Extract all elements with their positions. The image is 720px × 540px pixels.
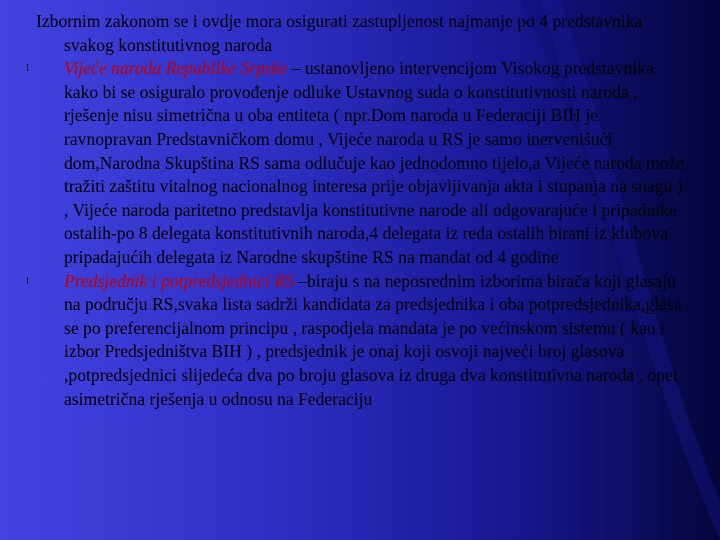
intro-paragraph (36, 10, 686, 57)
item-highlight: Predsjednik i potpredsjednici RS (64, 270, 294, 291)
item-highlight: Vijeće naroda Republike Srpske (64, 58, 288, 79)
bullet-item-predsjednik (26, 270, 686, 412)
item-text: –biraju s na neposrednim izborima birača koji glasaju na području RS,svaka lista sadrži kandidata za predsjednika i oba potpredsjednika,glasa se po preferencijalnom principu , raspodjela mandata je po većinskom sistemu ( kao i izbor Predsjedništva BIH ) , predsjednik je onaj koji osvoji najveći broj glasova ,potpredsjednici slijedeća dva po broju glasova iz druga dva konstitutivna naroda , opet asimetrična rješenja u odnosu na Federaciju (64, 270, 682, 409)
slide-body (26, 10, 686, 411)
intro-text: Izbornim zakonom se i ovdje mora osigurati zastupljenost najmanje po 4 predstavnika svakog konstitutivnog naroda (36, 11, 643, 55)
bullet-icon: l (26, 274, 30, 287)
bullet-item-vijece-naroda (26, 57, 686, 269)
bullet-icon: l (26, 62, 30, 75)
item-text: – ustanovljeno intervencijom Visokog predstavnika kako bi se osiguralo provođenje odluke Ustavnog suda o konstitutivnosti naroda , rješenje nisu simetrična u oba entiteta ( npr.Dom naroda u Federaciji BIH je ravnopravan Predstavničkom domu , Vijeće naroda u RS je samo inervenišući dom,Narodna Skupština RS sama odlučuje kao jednodomno tijelo,a Vijeće naroda može tražiti zaštitu vitalnog nacionalnog interesa prije objavljivanja akta i stupanja na snagu ) , Vijeće naroda paritetno predstavlja konstitutivne narode ali odgovarajuće i pripadnike ostalih-po 8 delegata konstitutivnih naroda,4 delegata iz reda ostalih birani iz klubova pripadajućih delegata iz Narodne skupštine RS na mandat od 4 godine (64, 58, 685, 267)
